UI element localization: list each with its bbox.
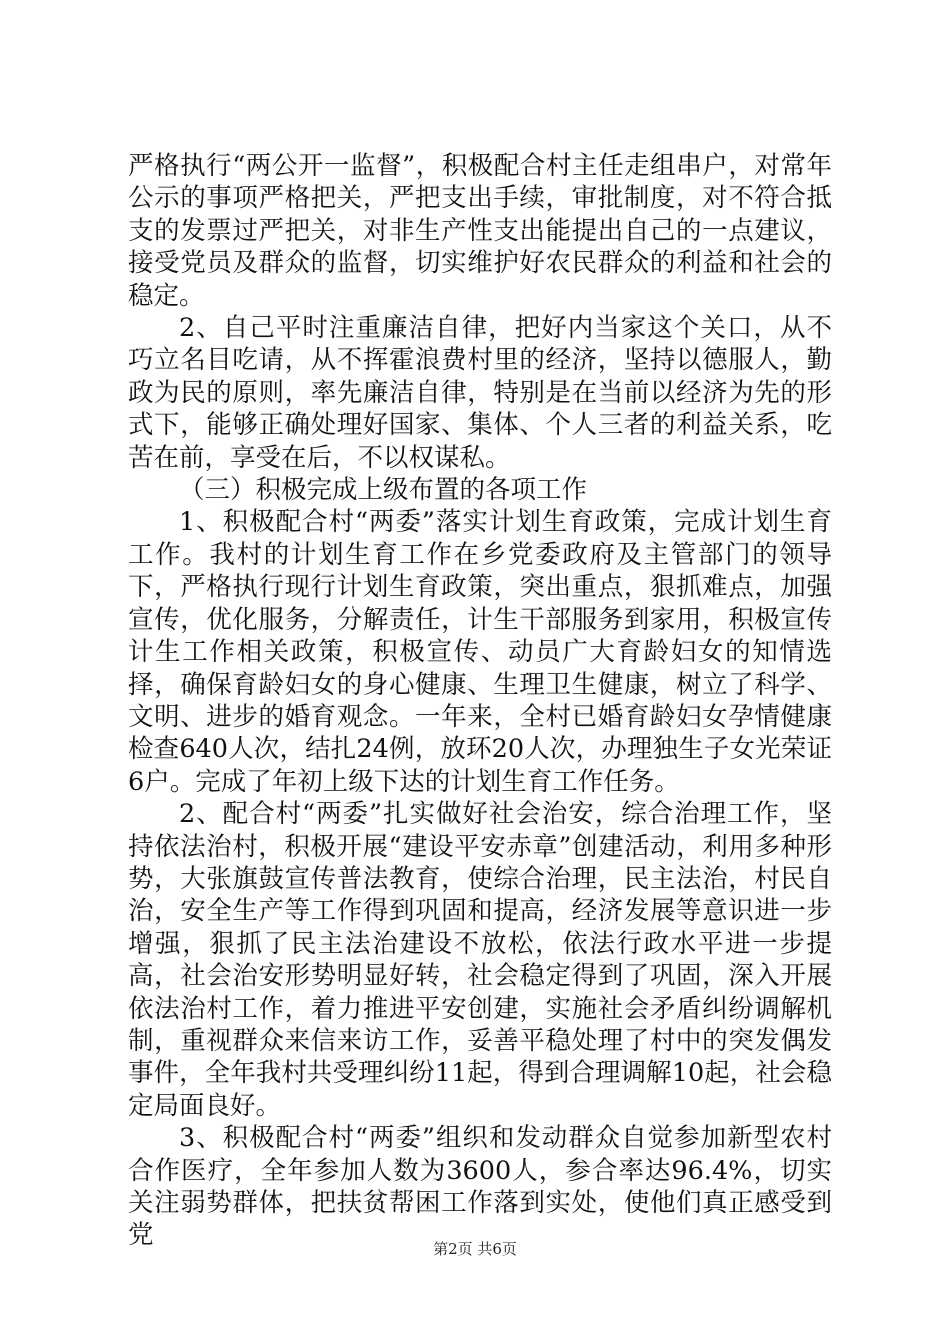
page-footer: 第2页 共6页: [433, 1240, 517, 1258]
paragraph-continued: 严格执行“两公开一监督”，积极配合村主任走组串户，对常年公示的事项严格把关，严把支出手续，审批制度，对不符合抵支的发票过严把关，对非生产性支出能提出自己的一点建议，接受党员及群众的监督，切实维护好农民群众的利益和社会的稳定。: [128, 151, 832, 311]
paragraph-public-security: 2、配合村“两委”扎实做好社会治安，综合治理工作，坚持依法治村，积极开展“建设平安赤章”创建活动，利用多种形势，大张旗鼓宣传普法教育，使综合治理，民主法治，村民自治，安全生产等工作得到巩固和提高，经济发展等意识进一步增强，狠抓了民主法治建设不放松，依法行政水平进一步提高，社会治安形势明显好转，社会稳定得到了巩固，深入开展依法治村工作，着力推进平安创建，实施社会矛盾纠纷调解机制，重视群众来信来访工作，妥善平稳处理了村中的突发偶发事件，全年我村共受理纠纷11起，得到合理调解10起，社会稳定局面良好。: [128, 799, 832, 1121]
paragraph-medical-cooperation: 3、积极配合村“两委”组织和发动群众自觉参加新型农村合作医疗，全年参加人数为3600人，参合率达96.4%，切实关注弱势群体，把扶贫帮困工作落到实处，使他们真正感受到党: [128, 1123, 832, 1251]
paragraph-family-planning: 1、积极配合村“两委”落实计划生育政策，完成计划生育工作。我村的计划生育工作在乡党委政府及主管部门的领导下，严格执行现行计划生育政策，突出重点，狠抓难点，加强宣传，优化服务，分解责任，计生干部服务到家用，积极宣传计生工作相关政策，积极宣传、动员广大育龄妇女的知情选择，确保育龄妇女的身心健康、生理卫生健康，树立了科学、文明、进步的婚育观念。一年来，全村已婚育龄妇女孕情健康检查640人次，结扎24例，放环20人次，办理独生子女光荣证6户。完成了年初上级下达的计划生育工作任务。: [128, 507, 832, 797]
paragraph-self-discipline: 2、自己平时注重廉洁自律，把好内当家这个关口，从不巧立名目吃请，从不挥霍浪费村里的经济，坚持以德服人，勤政为民的原则，率先廉洁自律，特别是在当前以经济为先的形式下，能够正确处理好国家、集体、个人三者的利益关系，吃苦在前，享受在后，不以权谋私。: [128, 313, 832, 473]
document-body: [128, 150, 832, 1252]
section-heading: （三）积极完成上级布置的各项工作: [179, 475, 588, 506]
